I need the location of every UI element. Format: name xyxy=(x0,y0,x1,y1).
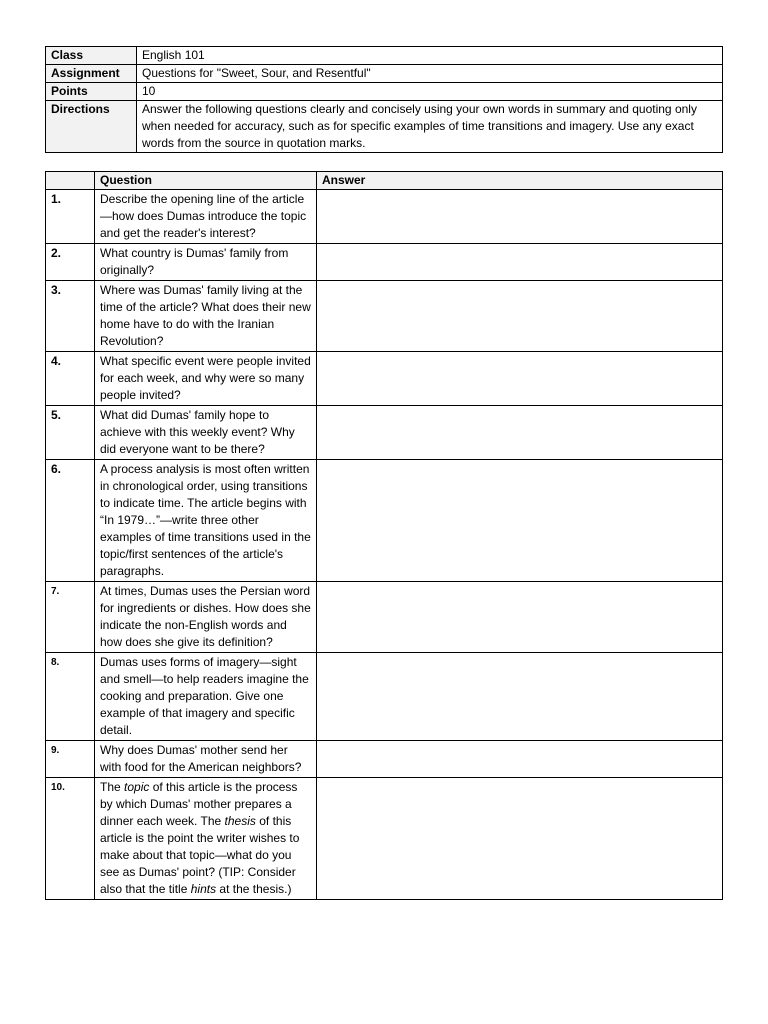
question-number: 7. xyxy=(46,582,95,653)
question-text: Describe the opening line of the article—how does Dumas introduce the topic and get the reader's interest? xyxy=(95,190,317,244)
points-value: 10 xyxy=(137,83,723,101)
question-number: 2. xyxy=(46,244,95,281)
question-text: At times, Dumas uses the Persian word for ingredients or dishes. How does she indicate the non-English words and how does she give its definition? xyxy=(95,582,317,653)
question-row xyxy=(46,244,723,281)
answer-cell[interactable] xyxy=(317,741,723,778)
question-text-part: at the thesis.) xyxy=(216,882,292,896)
answer-cell[interactable] xyxy=(317,653,723,741)
question-text: A process analysis is most often written in chronological order, using transitions to indicate time. The article begins with “In 1979…”—write three other examples of time transitions used in the topic/first sentences of the article's paragraphs. xyxy=(95,460,317,582)
question-row xyxy=(46,190,723,244)
question-number: 5. xyxy=(46,406,95,460)
points-row xyxy=(46,83,723,101)
question-row xyxy=(46,406,723,460)
directions-row xyxy=(46,101,723,153)
number-column-header xyxy=(46,172,95,190)
question-text-part: of this article is the point the writer wishes to make about that topic—what do you see as Dumas' point? (TIP: Consider also that the title xyxy=(100,814,300,896)
question-text xyxy=(95,778,317,900)
questions-header-row xyxy=(46,172,723,190)
question-row xyxy=(46,582,723,653)
question-text: What country is Dumas' family from originally? xyxy=(95,244,317,281)
question-text: Why does Dumas' mother send her with food for the American neighbors? xyxy=(95,741,317,778)
question-number: 6. xyxy=(46,460,95,582)
answer-cell[interactable] xyxy=(317,190,723,244)
answer-cell[interactable] xyxy=(317,460,723,582)
question-number: 3. xyxy=(46,281,95,352)
question-column-header: Question xyxy=(95,172,317,190)
question-text: Dumas uses forms of imagery—sight and smell—to help readers imagine the cooking and preparation. Give one example of that imagery and specific detail. xyxy=(95,653,317,741)
question-text-part: of this article is the process by which Dumas' mother prepares a dinner each week. The xyxy=(100,780,298,828)
question-text: What did Dumas' family hope to achieve with this weekly event? Why did everyone want to be there? xyxy=(95,406,317,460)
question-text-emphasis: topic xyxy=(124,780,150,794)
question-row xyxy=(46,352,723,406)
question-number: 9. xyxy=(46,741,95,778)
question-number: 10. xyxy=(46,778,95,900)
answer-cell[interactable] xyxy=(317,244,723,281)
answer-cell[interactable] xyxy=(317,778,723,900)
answer-column-header: Answer xyxy=(317,172,723,190)
assignment-row xyxy=(46,65,723,83)
points-label: Points xyxy=(46,83,137,101)
directions-value: Answer the following questions clearly and concisely using your own words in summary and quoting only when needed for accuracy, such as for specific examples of time transitions and imagery. Use any exact words from the source in quotation marks. xyxy=(137,101,723,153)
directions-label: Directions xyxy=(46,101,137,153)
answer-cell[interactable] xyxy=(317,281,723,352)
assignment-info-table xyxy=(45,46,723,153)
class-value: English 101 xyxy=(137,47,723,65)
assignment-value: Questions for "Sweet, Sour, and Resentful" xyxy=(137,65,723,83)
question-number: 1. xyxy=(46,190,95,244)
class-row xyxy=(46,47,723,65)
answer-cell[interactable] xyxy=(317,582,723,653)
answer-cell[interactable] xyxy=(317,352,723,406)
questions-table xyxy=(45,171,723,900)
assignment-label: Assignment xyxy=(46,65,137,83)
question-text: Where was Dumas' family living at the time of the article? What does their new home have to do with the Iranian Revolution? xyxy=(95,281,317,352)
question-row xyxy=(46,460,723,582)
question-number: 4. xyxy=(46,352,95,406)
question-text: What specific event were people invited for each week, and why were so many people invited? xyxy=(95,352,317,406)
question-text-part: The xyxy=(100,780,125,794)
question-text-emphasis: hints xyxy=(190,882,217,896)
question-row xyxy=(46,741,723,778)
answer-cell[interactable] xyxy=(317,406,723,460)
question-row xyxy=(46,653,723,741)
question-text-emphasis: thesis xyxy=(224,814,256,828)
question-row xyxy=(46,281,723,352)
question-number: 8. xyxy=(46,653,95,741)
question-row xyxy=(46,778,723,900)
class-label: Class xyxy=(46,47,137,65)
